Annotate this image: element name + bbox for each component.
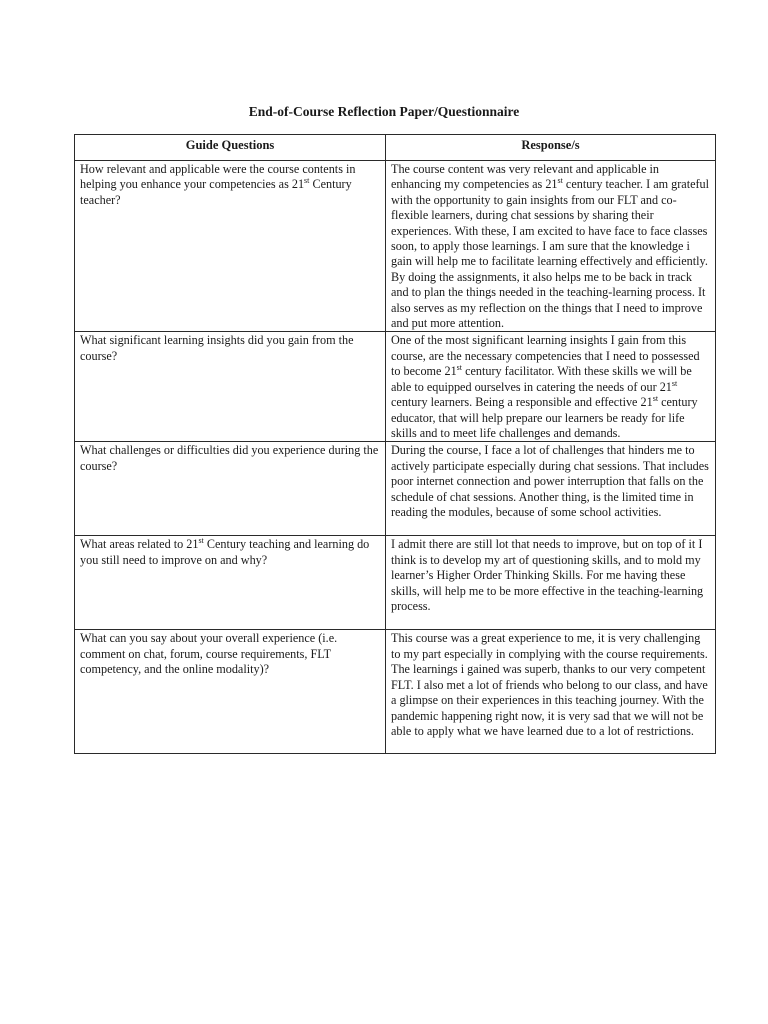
question-text: What challenges or difficulties did you experience during the course? — [80, 443, 379, 473]
question-cell — [75, 442, 386, 536]
superscript: st — [671, 378, 678, 388]
question-text: Century teacher? — [80, 177, 352, 207]
question-text: Century teaching and learning do you still need to improve on and why? — [80, 537, 370, 567]
response-cell — [386, 161, 716, 332]
question-cell — [75, 630, 386, 754]
question-cell — [75, 161, 386, 332]
reflection-table — [74, 134, 716, 754]
response-text: This course was a great experience to me, it is very challenging to my part especially in complying with the course requirements. The learnings i gained was superb, thanks to our very competent FLT. I also met a lot of friends who belong to our class, and have a glimpse on their experiences in this teaching journey. With the pandemic happening right now, it is very sad that we will not be able to apply what we have learned due to a lot of restrictions. — [391, 631, 708, 738]
table-row — [75, 442, 716, 536]
superscript: st — [198, 536, 204, 546]
table-row — [75, 536, 716, 630]
question-text: What can you say about your overall experience (i.e. comment on chat, forum, course requirements, FLT competency, and the online modality)? — [80, 631, 338, 677]
table-row — [75, 630, 716, 754]
page-title: End-of-Course Reflection Paper/Questionnaire — [248, 104, 520, 119]
question-text: What significant learning insights did you gain from the course? — [80, 333, 354, 363]
response-cell — [386, 630, 716, 754]
response-text: century teacher. I am grateful with the opportunity to gain insights from our FLT and co-flexible learners, during chat sessions by sharing their experiences. With these, I am excited to have face to face classes soon, to apply those learnings. I am sure that the knowledge i gain will help me to facilitate learning effectively and efficiently. By doing the assignments, it also helps me to be back in track and to plan the things needed in the teaching-learning process. It also serves as my reflection on the things that I need to improve and put more attention. — [391, 177, 710, 331]
header-responses: Response/s — [386, 135, 716, 161]
response-cell — [386, 536, 716, 630]
superscript: st — [456, 363, 463, 373]
question-text: How relevant and applicable were the course contents in helping you enhance your competencies as 21 — [80, 162, 356, 192]
header-guide-questions: Guide Questions — [75, 135, 386, 161]
response-text: century educator, that will help prepare our learners be ready for life skills and to meet life challenges and demands. — [391, 395, 698, 440]
table-row — [75, 161, 716, 332]
response-text: century learners. Being a responsible and effective 21 — [391, 395, 653, 410]
question-cell — [75, 332, 386, 442]
response-cell — [386, 442, 716, 536]
superscript: st — [557, 176, 563, 186]
question-text: What areas related to 21 — [80, 537, 199, 552]
response-text: During the course, I face a lot of challenges that hinders me to actively participate especially during chat sessions. That includes poor internet connection and power interruption that falls on the schedule of chat sessions. Another thing, is the limited time in reading the modules, because of some school activities. — [391, 443, 709, 520]
superscript: st — [304, 176, 310, 186]
response-cell — [386, 332, 716, 442]
table-header-row — [75, 135, 716, 161]
table-row — [75, 332, 716, 442]
response-text: I admit there are still lot that needs to improve, but on top of it I think is to develop my art of questioning skills, and to mold my learner’s Higher Order Thinking Skills. For me having these skills, will help me to be more effective in the teaching-learning process. — [391, 537, 704, 614]
response-text: century facilitator. With these skills we will be able to equipped ourselves in catering the needs of our 21 — [391, 364, 692, 394]
superscript: st — [652, 394, 659, 404]
question-cell — [75, 536, 386, 630]
response-text: The course content was very relevant and applicable in enhancing my competencies as 21 — [391, 162, 660, 192]
response-text: One of the most significant learning insights I gain from this course, are the necessary competencies that I need to possessed to become 21 — [391, 333, 700, 379]
